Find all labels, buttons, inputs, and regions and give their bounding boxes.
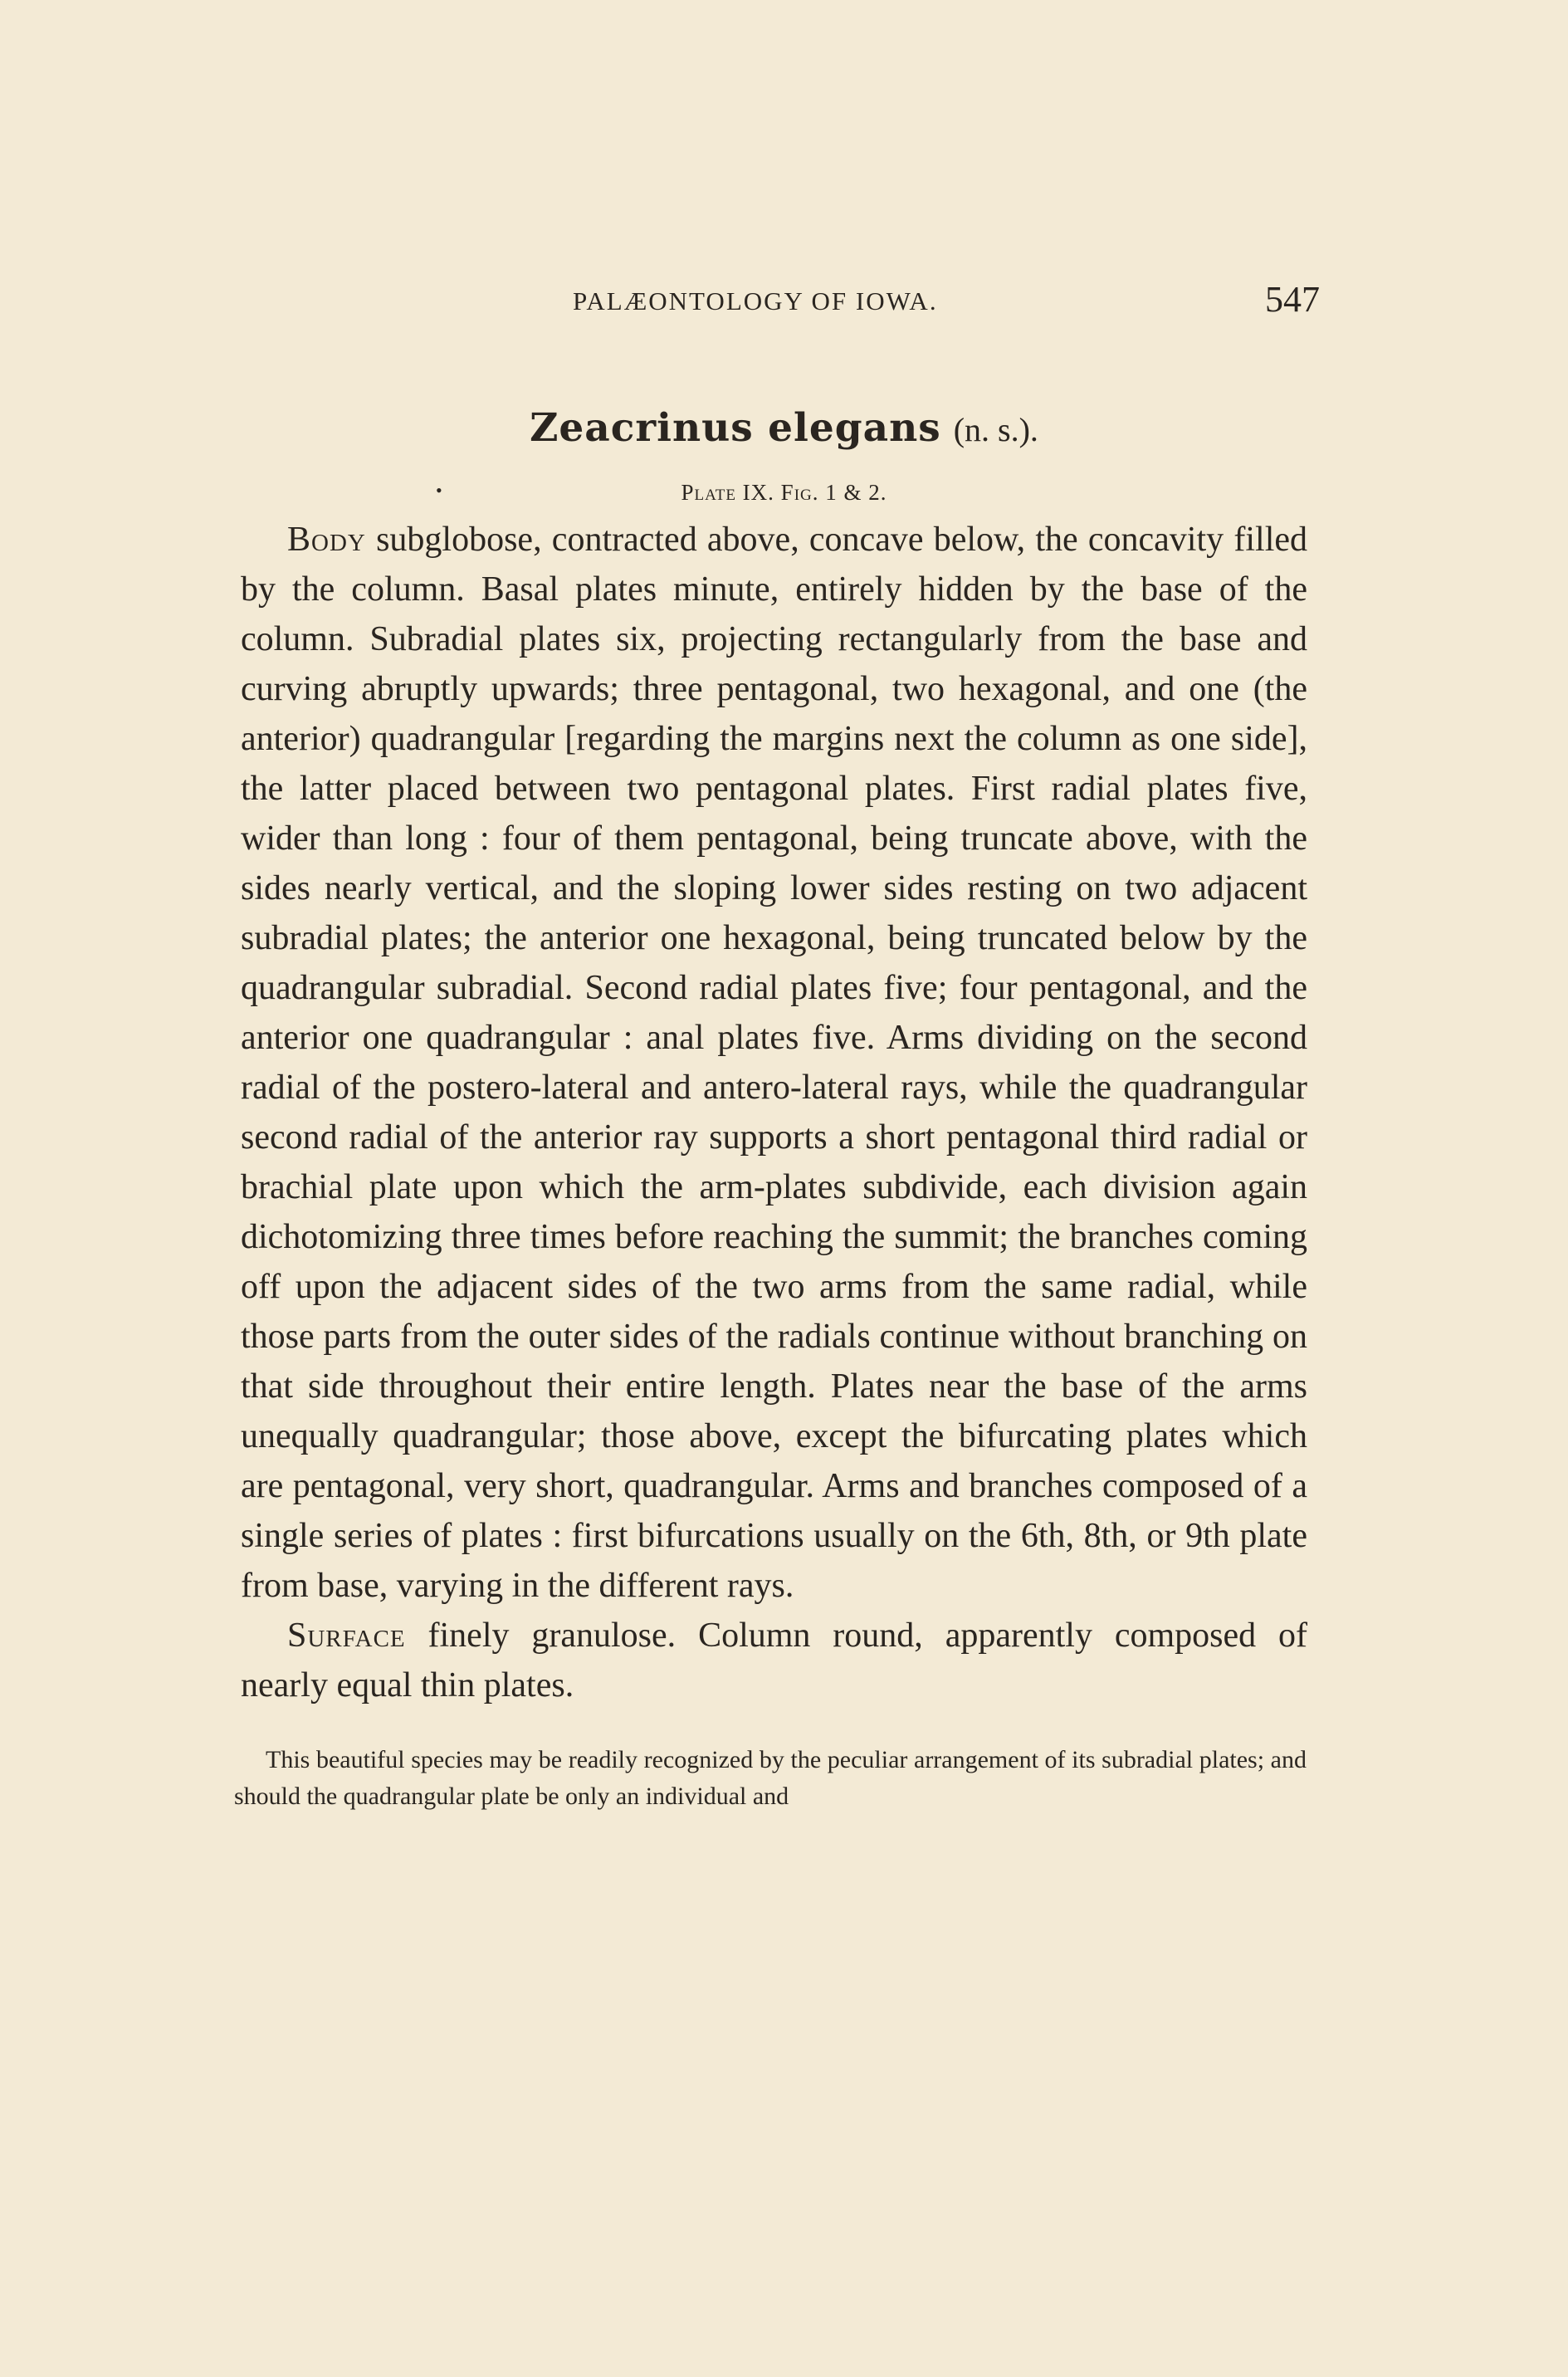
- plate-reference: Plate IX. Fig. 1 & 2.: [681, 480, 887, 505]
- running-title: PALÆONTOLOGY OF IOWA.: [573, 286, 938, 315]
- body-text: subglobose, contracted above, concave below, the concavity filled by the column. Basal plates minute, entirely hidden by the base of the column. Subradial plates six, projecting rectangularly from the base and curving abruptly upwards; three pentagonal, two hexagonal, and one (the anterior) quadrangular [regarding the margins next the column as one side], the latter placed between two pentagonal plates. First radial plates five, wider than long : four of them pentagonal, being truncate above, with the sides nearly vertical, and the sloping lower sides resting on two adjacent subradial plates; the anterior one hexagonal, being truncated below by the quadrangular subradial. Second radial plates five; four pentagonal, and the anterior one quadrangular : anal plates five. Arms dividing on the second radial of the postero-lateral and antero-lateral rays, while the quadrangular second radial of the anterior ray supports a short pentagonal third radial or brachial plate upon which the arm-plates subdivide, each division again dichotomizing three times before reaching the summit; the branches coming off upon the adjacent sides of the two arms from the same radial, while those parts from the outer sides of the radials continue without branching on that side throughout their entire length. Plates near the base of the arms unequally quadrangular; those above, except the bifurcating plates which are pentagonal, very short, quadrangular. Arms and branches composed of a single series of plates : first bifurcations usually on the 6th, 8th, or 9th plate from base, varying in the different rays.: [241, 521, 1307, 1605]
- plate-reference-line: [0, 480, 1568, 506]
- body-lead: Body: [287, 521, 366, 559]
- bullet-mark: •: [436, 480, 444, 501]
- species-designation: (n. s.).: [953, 411, 1038, 448]
- description-body: [241, 515, 1307, 1710]
- remarks-note: This beautiful species may be readily recognized by the peculiar arrangement of its subradial plates; and should the quadrangular plate be only an individual and: [234, 1746, 1307, 1810]
- species-title: [0, 405, 1568, 451]
- page-header: [241, 278, 1320, 328]
- surface-text: finely granulose. Column round, apparently composed of nearly equal thin plates.: [241, 1616, 1308, 1704]
- species-name: Zeacrinus elegans: [530, 405, 941, 451]
- surface-lead: Surface: [287, 1616, 406, 1655]
- surface-paragraph: [241, 1611, 1307, 1710]
- body-paragraph: [241, 515, 1307, 1611]
- page-number: 547: [1265, 279, 1320, 320]
